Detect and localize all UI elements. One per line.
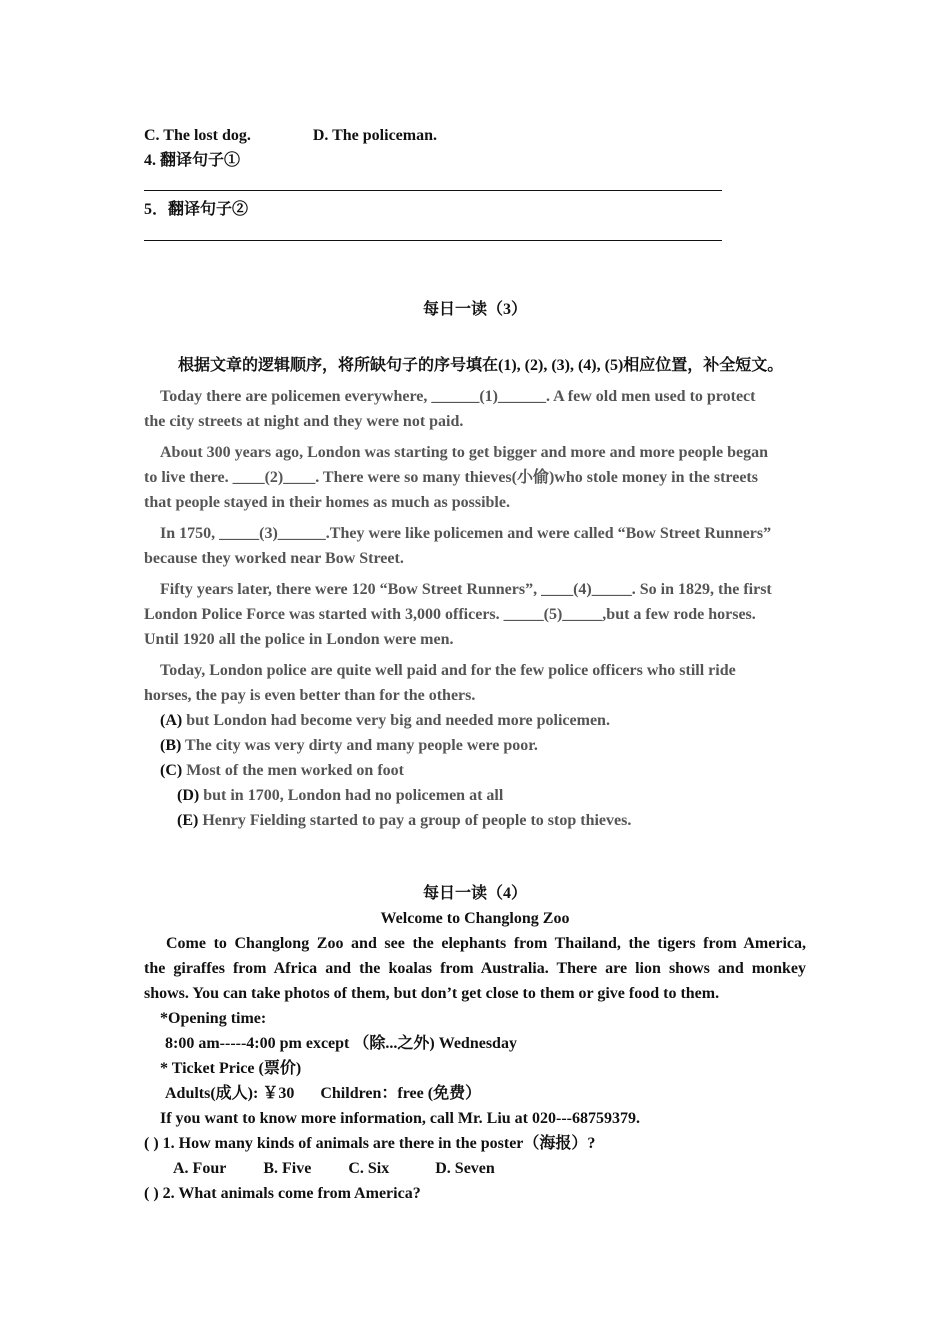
option-label: (E) [177,812,199,829]
opening-time-value: 8:00 am-----4:00 pm except （除...之外) Wednesday [165,1035,517,1052]
option-text: Henry Fielding started to pay a group of people to stop thieves. [202,812,632,829]
reading3-line: horses, the pay is even better than for the others. [144,687,476,704]
option-label: (A) [160,712,183,729]
option-label: (D) [177,787,200,804]
reading4-paragraph-line: Come to Changlong Zoo and see the elephants from Thailand, the tigers from America, [166,935,806,952]
q1-option-c: C. Six [348,1160,390,1177]
reading3-line: Today, London police are quite well paid and for the few police officers who still ride [160,662,736,679]
question-5: 5．翻译句子② [144,201,249,218]
question-1-options [173,1159,495,1179]
option-text: Most of the men worked on foot [186,762,404,779]
question-1: ( ) 1. How many kinds of animals are there in the poster（海报）? [144,1135,596,1152]
reading3-instruction: 根据文章的逻辑顺序，将所缺句子的序号填在(1), (2), (3), (4), (5)相应位置，补全短文。 [178,357,784,374]
answer-line-4[interactable] [144,190,722,191]
reading3-line: London Police Force was started with 3,000 officers. _____(5)_____,but a few rode horses. [144,606,756,623]
reading4-title: 每日一读（4） [422,885,527,902]
reading4-paragraph-line: the giraffes from Africa and the koalas from Australia. There are lion shows and monkey [144,960,806,977]
reading3-title: 每日一读（3） [422,301,527,318]
reading3-line: About 300 years ago, London was starting to get bigger and more and more people began [160,444,769,461]
reading3-line: to live there. ____(2)____. There were so many thieves(小偷)who stole money in the streets [144,469,758,486]
options-row-cd [144,126,437,146]
reading3-option-e [177,811,631,831]
reading3-line: the city streets at night and they were not paid. [144,413,464,430]
adults-price: Adults(成人): ￥30 [165,1085,295,1102]
question-2: ( ) 2. What animals come from America? [144,1185,421,1202]
answer-line-5[interactable] [144,240,722,241]
question-4: 4. 翻译句子① [144,152,241,169]
reading3-option-d [177,786,503,806]
ticket-prices-row [165,1084,481,1104]
reading3-line: Today there are policemen everywhere, ______(1)______. A few old men used to protect [160,388,756,405]
option-text: The city was very dirty and many people were poor. [185,737,538,754]
option-d: D. The policeman. [312,127,437,144]
more-info: If you want to know more information, call Mr. Liu at 020---68759379. [160,1110,640,1127]
q1-option-d: D. Seven [435,1160,495,1177]
option-text: but London had become very big and needed more policemen. [186,712,610,729]
reading3-option-c [160,761,404,781]
option-label: (C) [160,762,183,779]
reading3-line: In 1750, _____(3)______.They were like policemen and were called “Bow Street Runners” [160,525,772,542]
q1-option-a: A. Four [173,1160,227,1177]
option-text: but in 1700, London had no policemen at all [203,787,504,804]
reading3-line: Until 1920 all the police in London were men. [144,631,454,648]
children-price: Children：free (免费） [320,1085,482,1102]
reading3-option-a [160,711,610,731]
reading3-line: Fifty years later, there were 120 “Bow Street Runners”, ____(4)_____. So in 1829, the first [160,581,772,598]
option-c: C. The lost dog. [144,127,251,144]
reading3-line: because they worked near Bow Street. [144,550,404,567]
reading4-paragraph-line: shows. You can take photos of them, but don’t get close to them or give food to them. [144,985,720,1002]
opening-time-label: *Opening time: [160,1010,267,1027]
reading4-subtitle: Welcome to Changlong Zoo [380,910,570,927]
q1-option-b: B. Five [263,1160,312,1177]
option-label: (B) [160,737,182,754]
reading3-option-b [160,736,538,756]
ticket-price-label: * Ticket Price (票价) [160,1060,302,1077]
reading3-line: that people stayed in their homes as much as possible. [144,494,510,511]
